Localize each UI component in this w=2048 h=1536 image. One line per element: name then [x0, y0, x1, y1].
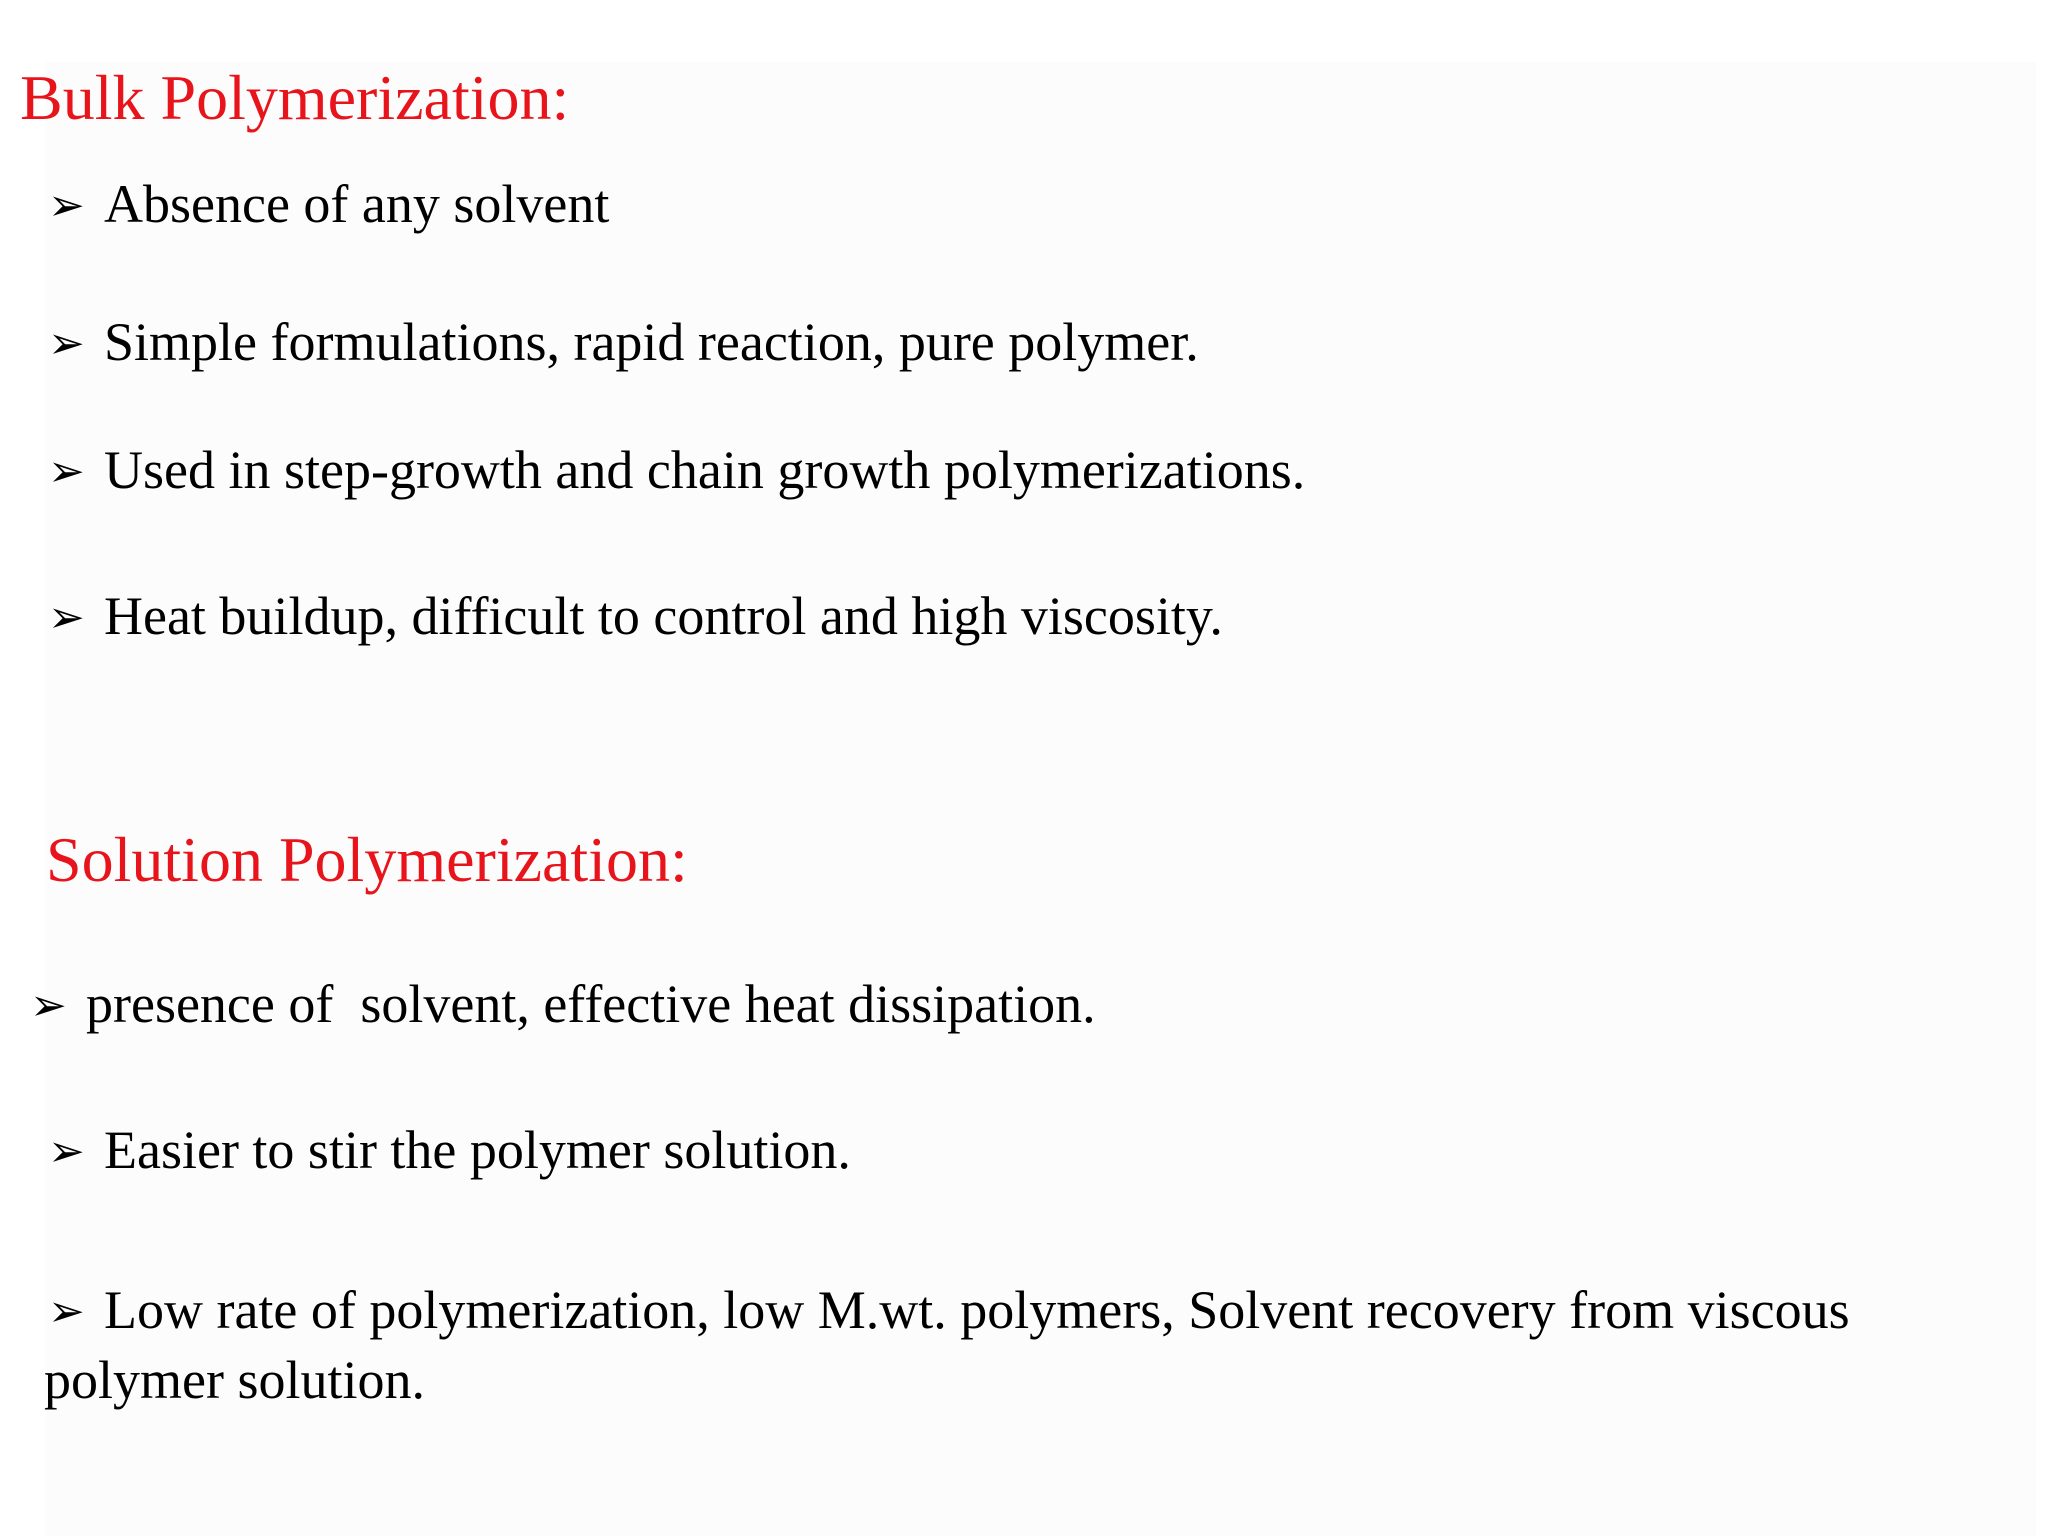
arrowhead-bullet-icon: ➢	[48, 318, 85, 369]
bullet-text: Used in step-growth and chain growth polymerizations.	[104, 440, 1306, 500]
bullet-item	[30, 970, 1096, 1040]
bullet-text: Simple formulations, rapid reaction, pure polymer.	[104, 312, 1199, 372]
bullet-item	[48, 436, 1305, 506]
bullet-text: Absence of any solvent	[104, 174, 610, 234]
bullet-text: presence of solvent, effective heat dissipation.	[86, 974, 1096, 1034]
bullet-item	[48, 1116, 851, 1186]
bullet-text: Low rate of polymerization, low M.wt. polymers, Solvent recovery from viscous polymer solution.	[44, 1280, 1850, 1410]
bullet-item	[48, 170, 609, 240]
arrowhead-bullet-icon: ➢	[30, 980, 67, 1031]
arrowhead-bullet-icon: ➢	[48, 1286, 85, 1337]
bullet-item	[48, 308, 1199, 378]
bullet-text: Easier to stir the polymer solution.	[104, 1120, 851, 1180]
arrowhead-bullet-icon: ➢	[48, 180, 85, 231]
section-heading-solution: Solution Polymerization:	[46, 824, 688, 895]
bullet-item	[44, 1276, 2004, 1414]
bullet-text: Heat buildup, difficult to control and high viscosity.	[104, 586, 1223, 646]
arrowhead-bullet-icon: ➢	[48, 446, 85, 497]
bullet-item	[48, 582, 1223, 652]
arrowhead-bullet-icon: ➢	[48, 1126, 85, 1177]
section-heading-bulk: Bulk Polymerization:	[20, 62, 570, 133]
arrowhead-bullet-icon: ➢	[48, 592, 85, 643]
